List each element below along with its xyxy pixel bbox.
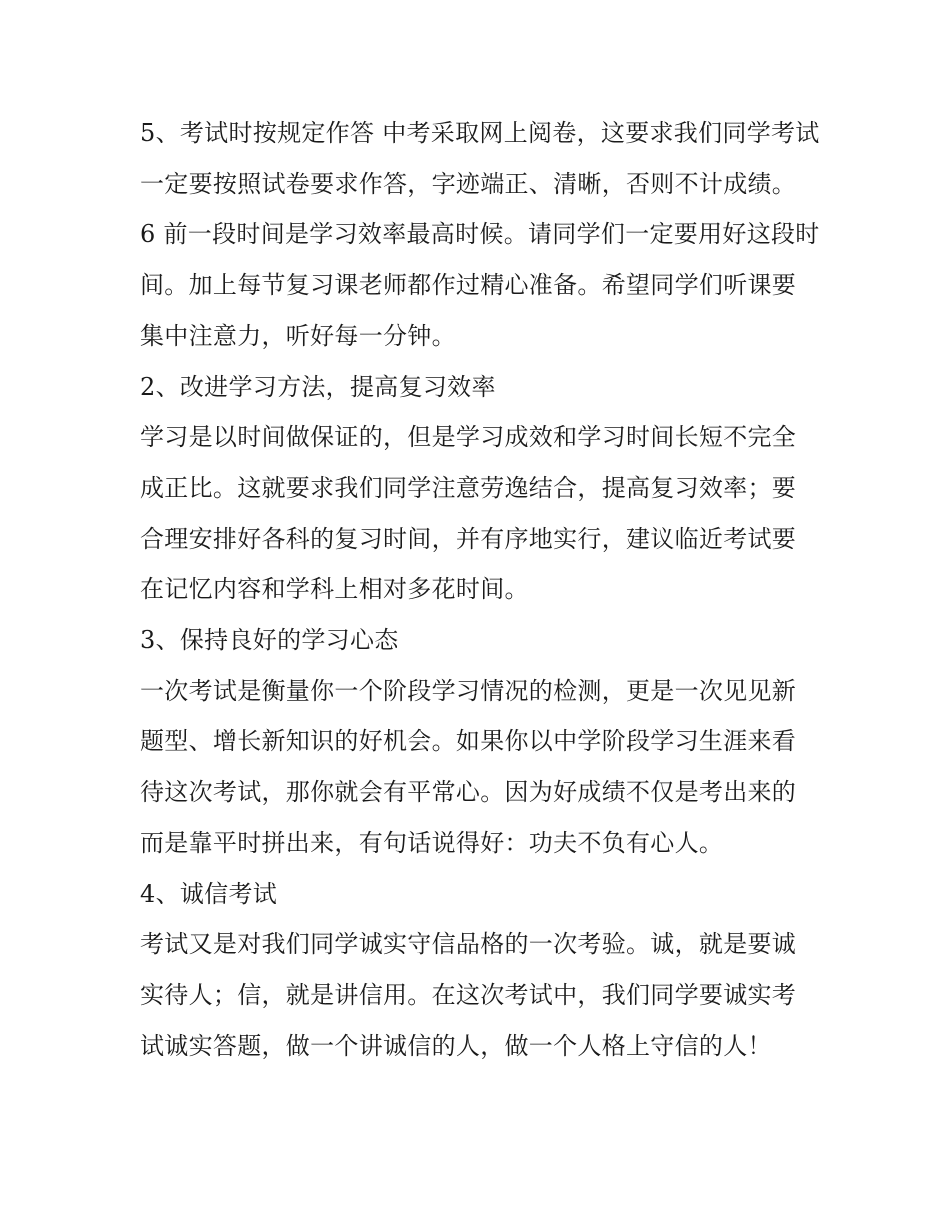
paragraph-study-efficiency: 6 前一段时间是学习效率最高时候。请同学们一定要用好这段时间。加上每节复习课老师都作过精心准备。希望同学们听课要集中注意力，听好每一分钟。 [140, 220, 820, 350]
heading-honest-exam: 4、诚信考试 [140, 879, 278, 908]
document-body [140, 108, 820, 1071]
heading-good-mindset: 3、保持良好的学习心态 [140, 626, 399, 655]
heading-improve-methods: 2、改进学习方法，提高复习效率 [140, 372, 496, 401]
paragraph-study-time: 学习是以时间做保证的，但是学习成效和学习时间长短不完全成正比。这就要求我们同学注意劳逸结合，提高复习效率；要合理安排好各科的复习时间，并有序地实行，建议临近考试要在记忆内容和学科上相对多花时间。 [140, 423, 797, 604]
paragraph-honesty: 考试又是对我们同学诚实守信品格的一次考验。诚，就是要诚实待人；信，就是讲信用。在这次考试中，我们同学要诚实考试诚实答题，做一个讲诚信的人，做一个人格上守信的人！ [140, 930, 797, 1060]
paragraph-exam-answer-rules: 5、考试时按规定作答 中考采取网上阅卷，这要求我们同学考试一定要按照试卷要求作答，字迹端正、清晰，否则不计成绩。 [140, 119, 820, 198]
paragraph-exam-opportunity: 一次考试是衡量你一个阶段学习情况的检测，更是一次见见新题型、增长新知识的好机会。如果你以中学阶段学习生涯来看待这次考试，那你就会有平常心。因为好成绩不仅是考出来的而是靠平时拼出来，有句话说得好：功夫不负有心人。 [140, 676, 797, 857]
